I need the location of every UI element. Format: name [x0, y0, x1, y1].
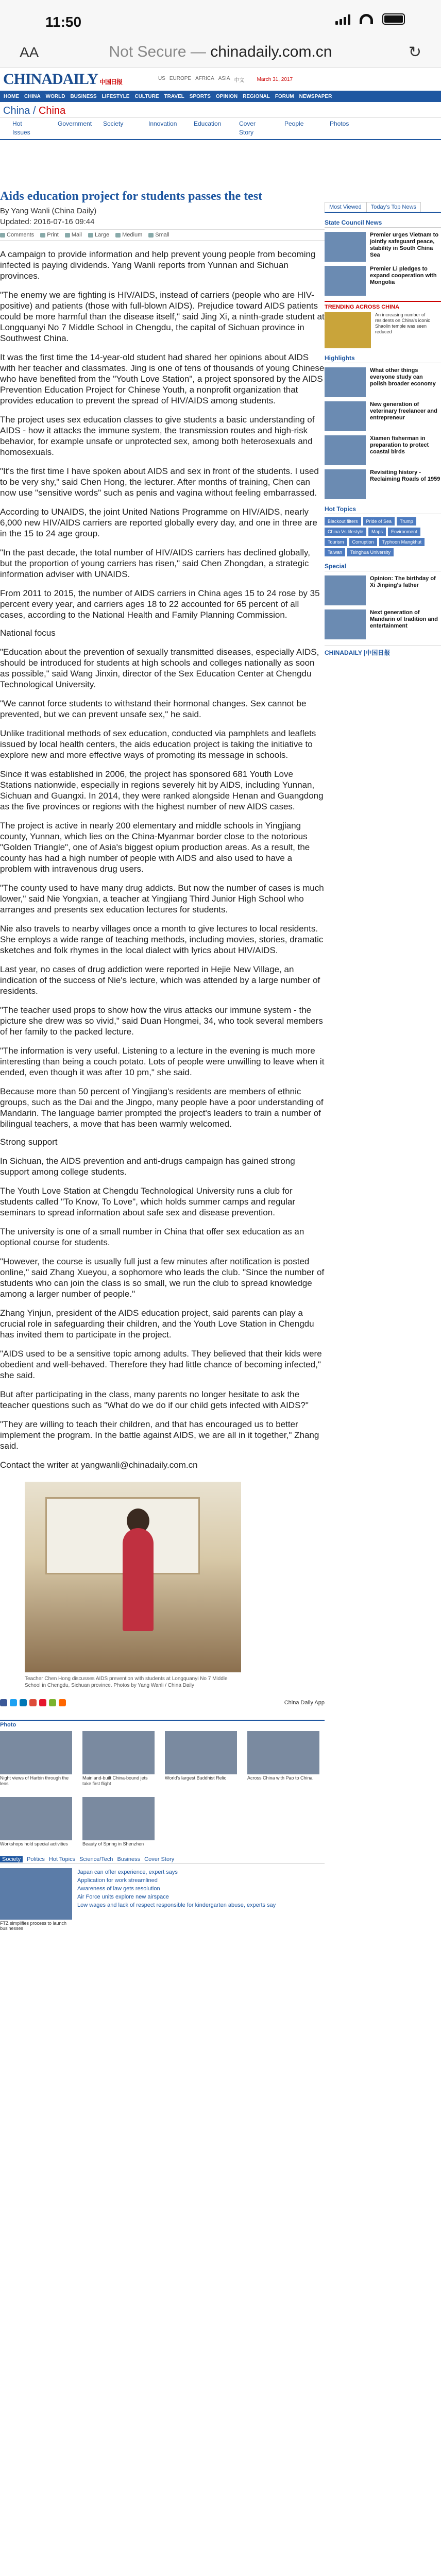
bottom-news-item[interactable]: Low wages and lack of respect responsible for kindergarten abuse, experts say	[77, 1902, 276, 1908]
photo-section	[0, 1720, 325, 1847]
photo-tile[interactable]	[0, 1797, 72, 1847]
article-photo	[25, 1482, 241, 1672]
article-tool-label: Medium	[122, 232, 143, 238]
highlight-item[interactable]	[325, 469, 441, 499]
article-paragraph: "They are willing to teach their children, and that has encouraged us to better implement the program. In the battle against AIDS, we are all in it together," Zhang said.	[0, 1419, 319, 1451]
highlight-item-photo[interactable]	[325, 367, 366, 397]
hot-topic-tag[interactable]: China Vs lifestyle	[325, 528, 366, 536]
nav-item-forum[interactable]: FORUM	[275, 93, 294, 99]
comments-icon	[0, 233, 5, 238]
print-icon	[40, 233, 45, 238]
article-paragraph: The project is active in nearly 200 elementary and middle schools in Yingjiang county, Yunnan, which lies on the China-Myanmar border close to the notorious "Golden Triangle", one of Asia's biggest opium production areas. As a result, the county has had a high number of people with AIDS and also used to have a problem with intravenous drug users.	[0, 821, 310, 874]
nav-item-home[interactable]: HOME	[4, 93, 19, 99]
mail-icon	[65, 233, 70, 238]
not-secure-label: Not Secure	[109, 43, 186, 60]
article-paragraph: But after participating in the class, many parents no longer hesitate to ask the teacher questions such as "What do we do if our child gets infected with AIDS?"	[0, 1389, 309, 1410]
wechat-icon[interactable]	[49, 1699, 56, 1706]
article-paragraph: "It's the first time I have spoken about AIDS and sex in front of the students. I used to be very shy," said Chen Hong, the lecturer. After months of training, Chen can now use "sensitive words" such as penis and vagina without feeling embarrassed.	[0, 466, 319, 498]
article-paragraph: Unlike traditional methods of sex education, conducted via pamphlets and leaflets issued by local health centers, the aids education project is taking the initiative to explore new and more effective ways of promoting its message in schools.	[0, 728, 316, 760]
photo-tile[interactable]	[165, 1731, 237, 1787]
chinadaily-tv-label[interactable]: CHINADAILY |中国日报	[325, 646, 441, 657]
site-logo[interactable]: CHINADAILY 中国日报	[3, 71, 122, 88]
status-icons	[335, 13, 405, 25]
sidebar-tab[interactable]: Today's Top News	[366, 202, 421, 212]
article-paragraph: Contact the writer at yangwanli@chinadaily.com.cn	[0, 1460, 198, 1470]
site-date: March 31, 2017	[257, 76, 293, 82]
subnav-item[interactable]: People	[284, 120, 304, 127]
photo-tile-image[interactable]	[165, 1731, 237, 1774]
article-byline: By Yang Wanli (China Daily)	[0, 207, 97, 215]
article-body	[0, 249, 325, 1470]
state-council-item[interactable]	[325, 266, 441, 296]
state-council-item-photo[interactable]	[325, 232, 366, 262]
reload-icon[interactable]: ↻	[408, 44, 421, 61]
article-paragraph: "The enemy we are fighting is HIV/AIDS, instead of carriers (people who are HIV-positive) and patients (those with full-blown AIDS). Prejudice toward AIDS patients could be more harmful than the disease itself," said Jing Xi, a ninth-grade student at Longquanyi No 7 Middle School in Chengdu, the capital of Sichuan province in Southwest China.	[0, 290, 325, 343]
article-paragraph: "The information is very useful. Listening to a lecture in the evening is much more interesting than being a couch potato. Lots of people were unwilling to leave when it ended, even though it was after 10 pm," she said.	[0, 1046, 325, 1077]
article-tool-comments[interactable]	[0, 232, 34, 238]
highlight-item[interactable]	[325, 401, 441, 431]
main-column	[0, 185, 325, 1931]
article-paragraph: The Youth Love Station at Chengdu Technological University runs a club for students called "To Know, To Love", which holds summer camps and regular seminars to spread information about safe sex and disease prevention.	[0, 1186, 296, 1217]
article-paragraph: A campaign to provide information and help prevent young people from becoming infected is paying dividends. Yang Wanli reports from Yunnan and Sichuan provinces.	[0, 249, 316, 281]
article-paragraph: It was the first time the 14-year-old student had shared her opinions about AIDS with her teacher and classmates. Jing is one of tens of thousands of young Chinese who have benefited from the "Youth Love Station", a project sponsored by the AIDS Prevention Education Project for Chinese Youth, a nonprofit organization that provides education to prevent the spread of HIV/AIDS among students.	[0, 352, 325, 405]
photo-section-label: Photo	[0, 1722, 16, 1728]
linkedin-icon[interactable]	[20, 1699, 27, 1706]
breadcrumb: China / China	[0, 102, 441, 117]
article-paragraph: Last year, no cases of drug addiction were reported in Hejie New Village, an indication of the success of Nie's lecture, which was attended by a large number of residents.	[0, 964, 320, 996]
article-paragraph: The project uses sex education classes to give students a basic understanding of AIDS - how it attacks the immune system, the transmission routes and high-risk behavior, for example unsafe or unprotected sex, among both heterosexuals and homosexuals.	[0, 415, 315, 457]
article-paragraph: "The teacher used props to show how the virus attacks our immune system - the picture she drew was so vivid," said Duan Hongmei, 34, who took several members of her family to the packed lecture.	[0, 1005, 323, 1037]
trending-photo[interactable]	[325, 312, 371, 348]
hot-topic-tag[interactable]: Blackout filters	[325, 517, 361, 526]
article-paragraph: Because more than 50 percent of Yingjiang's residents are members of ethnic groups, such as the Dai and the Jingpo, many people have a poor understanding of Mandarin. The language barrier prompted the project's leaders to train a number of bilingual teachers, a move that has been warmly welcomed.	[0, 1087, 324, 1129]
nav-item-newspaper[interactable]: NEWSPAPER	[299, 93, 332, 99]
trending-box	[325, 301, 441, 348]
nav-item-regional[interactable]: REGIONAL	[243, 93, 270, 99]
bottom-tab[interactable]: Cover Story	[144, 1856, 175, 1862]
photo-tile[interactable]	[82, 1797, 155, 1847]
nav-item-sports[interactable]: SPORTS	[189, 93, 211, 99]
state-council-item-title[interactable]: Premier urges Vietnam to jointly safeguard peace, stability in South China Sea	[370, 232, 439, 258]
article-tools	[0, 229, 325, 241]
bottom-news-photo[interactable]	[0, 1868, 72, 1920]
highlight-item-title[interactable]: New generation of veterinary freelancer and entrepreneur	[370, 401, 437, 421]
photo-tile-image[interactable]	[82, 1731, 155, 1774]
special-item-title[interactable]: Opinion: The birthday of Xi Jinping's father	[370, 575, 436, 588]
highlight-item-title[interactable]: What other things everyone study can polish broader economy	[370, 367, 436, 387]
article-paragraph: "AIDS used to be a sensitive topic among adults. They believed that their kids were obedient and well-behaved. Therefore they had little chance of becoming infected," she said.	[0, 1349, 322, 1380]
nav-item-culture[interactable]: CULTURE	[134, 93, 159, 99]
hot-topic-tag[interactable]: Maps	[368, 528, 386, 536]
url-display[interactable]: Not Secure — chinadaily.com.cn	[109, 43, 332, 60]
article-paragraph: "We cannot force students to withstand their hormonal changes. Sex cannot be prevented, but we can prevent unsafe sex," he said.	[0, 699, 307, 719]
article-tool-label: Print	[47, 232, 59, 238]
status-time: 11:50	[45, 14, 82, 30]
bottom-news	[0, 1868, 325, 1931]
bottom-tab[interactable]: Politics	[27, 1856, 45, 1862]
bottom-news-caption[interactable]: FTZ simplifies process to launch businesses	[0, 1921, 67, 1931]
article-paragraph: According to UNAIDS, the joint United Nations Programme on HIV/AIDS, nearly 6,000 new HIV/AIDS carriers are reported globally every day, and one in three are in the 15 to 24 age group.	[0, 507, 317, 538]
photo-tile-caption[interactable]: Workshops hold special activities	[0, 1841, 68, 1846]
article-paragraph: From 2011 to 2015, the number of AIDS carriers in China ages 15 to 24 rose by 35 percent every year, and carriers ages 18 to 22 accounted for 65 percent of all cases, according to the National Health and Family Planning Commission.	[0, 588, 320, 620]
highlight-item-photo[interactable]	[325, 401, 366, 431]
highlight-item-title[interactable]: Revisiting history - Reclaiming Roads of 1959	[370, 469, 440, 482]
special-item-photo[interactable]	[325, 575, 366, 605]
photo-tile[interactable]	[0, 1731, 72, 1787]
article-paragraph: "Education about the prevention of sexually transmitted diseases, especially AIDS, should be introduced for students at high schools and colleges nationally as soon as possible," said Wang Jinxin, director of the Sex Education Center at Chengdu Technological University.	[0, 647, 319, 689]
site-header	[0, 68, 441, 140]
section-heading: Strong support	[0, 1137, 58, 1147]
article-paragraph: Since it was established in 2006, the project has sponsored 681 Youth Love Stations nationwide, especially in regions severely hit by AIDS, including Yunnan, Sichuan and Guangxi. In 2014, they were ranked alongside Henan and Guangdong as the five provinces or regions with the highest number of new AIDS cases.	[0, 769, 324, 811]
bottom-news-item[interactable]: Application for work streamlined	[77, 1877, 158, 1884]
bottom-tab[interactable]: Science/Tech	[79, 1856, 113, 1862]
sidebar-header: State Council News	[325, 218, 441, 228]
state-council-item-title[interactable]: Premier Li pledges to expand cooperation with Mongolia	[370, 266, 437, 285]
edition-link[interactable]: US	[158, 75, 165, 81]
cellular-signal-icon	[335, 13, 350, 25]
subnav-item[interactable]: Innovation	[148, 120, 177, 127]
nav-item-opinion[interactable]: OPINION	[215, 93, 238, 99]
photo-tile[interactable]	[82, 1731, 155, 1787]
domain-label: chinadaily.com.cn	[210, 43, 332, 60]
article-tool-mail[interactable]	[65, 232, 82, 238]
edition-link[interactable]: EUROPE	[169, 75, 192, 81]
article-paragraph: "The county used to have many drug addicts. But now the number of cases is much lower," said Nie Yongxian, a teacher at Yingjiang Third Junior High School who arranges and presents sex education lectures for students.	[0, 883, 324, 914]
nav-item-world[interactable]: WORLD	[45, 93, 65, 99]
subnav-item[interactable]: Photos	[330, 120, 349, 127]
article-paragraph: "In the past decade, the total number of HIV/AIDS carriers has declined globally, but the proportion of young carriers has risen," said Chen Zhongdan, a strategic information adviser with UNAIDS.	[0, 548, 310, 579]
main-nav	[0, 91, 441, 102]
weibo-icon[interactable]	[39, 1699, 46, 1706]
hot-topic-tag[interactable]: Tourism	[325, 538, 347, 546]
large-icon	[88, 233, 93, 238]
special-item[interactable]	[325, 609, 441, 639]
subnav-item[interactable]: Society	[103, 120, 124, 127]
highlight-item[interactable]	[325, 435, 441, 465]
breadcrumb-current[interactable]: China	[38, 105, 66, 116]
wifi-icon	[360, 14, 373, 24]
section-heading: National focus	[0, 628, 56, 638]
hot-topic-tag[interactable]: Typhoon Mangkhut	[379, 538, 425, 546]
share-more-icon[interactable]	[59, 1699, 66, 1706]
article-tool-small[interactable]	[148, 232, 169, 238]
photo-tile-image[interactable]	[82, 1797, 155, 1840]
reader-aa-button[interactable]: AA	[20, 44, 39, 60]
article-tool-label: Mail	[71, 232, 82, 238]
highlight-item-title[interactable]: Xiamen fisherman in preparation to protect coastal birds	[370, 435, 429, 455]
photo-tile-caption[interactable]: Mainland-built China-bound jets take first flight	[82, 1775, 148, 1786]
battery-icon	[382, 13, 405, 25]
nav-item-travel[interactable]: TRAVEL	[164, 93, 184, 99]
article-tool-label: Small	[155, 232, 169, 238]
bottom-tab[interactable]: Hot Topics	[48, 1856, 76, 1862]
hot-topic-tag[interactable]: Taiwan	[325, 548, 345, 556]
bottom-news-item[interactable]: Awareness of law gets resolution	[77, 1886, 160, 1892]
hot-topic-tag[interactable]: Pride of Sea	[363, 517, 395, 526]
photo-tile-caption[interactable]: World's largest Buddhist Relic	[165, 1775, 227, 1781]
subnav-item[interactable]: Cover Story	[239, 120, 256, 136]
hot-topics-header: Hot Topics	[325, 504, 441, 514]
hot-topic-tag[interactable]: Trump	[397, 517, 416, 526]
safari-address-bar[interactable]	[0, 36, 441, 68]
article-tool-large[interactable]	[88, 232, 109, 238]
article-tool-label: Large	[94, 232, 110, 238]
trending-label: TRENDING ACROSS CHINA	[325, 304, 400, 310]
highlights-header: Highlights	[325, 353, 441, 363]
bottom-tab[interactable]: Business	[117, 1856, 141, 1862]
special-header: Special	[325, 562, 441, 571]
article-paragraph: In Sichuan, the AIDS prevention and anti-drugs campaign has gained strong support among college students.	[0, 1156, 295, 1177]
bottom-tab[interactable]: Society	[0, 1856, 23, 1862]
article-updated: Updated: 2016-07-16 09:44	[0, 217, 95, 226]
sidebar	[325, 202, 441, 657]
bottom-news-item[interactable]: Air Force units explore new airspace	[77, 1894, 169, 1900]
article-paragraph: "However, the course is usually full just a few minutes after notification is posted online," said Zhang Xueyou, a sophomore who leads the club. "Since the number of students who can join the class is so small, we run the club to spread knowledge among a larger number of people."	[0, 1257, 325, 1299]
article-title: Aids education project for students passes the test	[0, 190, 263, 203]
special-item[interactable]	[325, 575, 441, 605]
state-council-item[interactable]	[325, 232, 441, 262]
facebook-icon[interactable]	[0, 1699, 7, 1706]
subnav-item[interactable]: Education	[194, 120, 222, 127]
trending-text[interactable]: An increasing number of residents on China's iconic Shaolin temple was seen reduced	[375, 312, 430, 334]
twitter-icon[interactable]	[10, 1699, 17, 1706]
photo-caption: Teacher Chen Hong discusses AIDS prevention with students at Longquanyi No 7 Middle School in Chengdu, Sichuan province. Photos by Yang Wanli / China Daily	[25, 1676, 228, 1688]
photo-tile-caption[interactable]: Night views of Harbin through the lens	[0, 1775, 69, 1786]
article-tool-label: Comments	[7, 232, 35, 238]
hot-topic-tag[interactable]: Tsinghua University	[347, 548, 394, 556]
china-daily-app-link[interactable]: China Daily App	[284, 1700, 325, 1706]
edition-link[interactable]: AFRICA	[195, 75, 214, 81]
article-tool-print[interactable]	[40, 232, 59, 238]
hot-topic-tag[interactable]: Corruption	[349, 538, 377, 546]
nav-item-business[interactable]: BUSINESS	[70, 93, 97, 99]
highlight-item[interactable]	[325, 367, 441, 397]
article-paragraph: Zhang Yinjun, president of the AIDS education project, said parents can play a crucial role in safeguarding their children, and the Youth Love Station in Chengdu has invited them to participate in the project.	[0, 1308, 314, 1340]
subnav-item[interactable]: Hot Issues	[12, 120, 30, 136]
sidebar-tabs	[325, 202, 441, 213]
google-plus-icon[interactable]	[29, 1699, 37, 1706]
special-item-photo[interactable]	[325, 609, 366, 639]
nav-item-china[interactable]: CHINA	[24, 93, 41, 99]
highlight-item-photo[interactable]	[325, 469, 366, 499]
nav-item-lifestyle[interactable]: LIFESTYLE	[101, 93, 130, 99]
edition-links	[158, 76, 245, 83]
photo-tile-image[interactable]	[247, 1731, 319, 1774]
edition-link[interactable]: ASIA	[218, 75, 230, 81]
photo-tile-image[interactable]	[0, 1797, 72, 1840]
photo-tile-caption[interactable]: Beauty of Spring in Shenzhen	[82, 1841, 144, 1846]
share-bar	[0, 1699, 325, 1706]
photo-tile-image[interactable]	[0, 1731, 72, 1774]
highlight-item-photo[interactable]	[325, 435, 366, 465]
medium-icon	[115, 233, 121, 238]
edition-link[interactable]: 中文	[234, 77, 245, 83]
article-paragraph: Nie also travels to nearby villages once a month to give lectures to local residents. She employs a wide range of teaching methods, including movies, stories, dramatic sketches and folk rhymes in the local dialect with lyrics about HIV/AIDS.	[0, 924, 324, 955]
article-paragraph: The university is one of a small number in China that offer sex education as an optional course for students.	[0, 1227, 304, 1247]
subnav-item[interactable]: Government	[58, 120, 92, 127]
article-tool-medium[interactable]	[115, 232, 142, 238]
photo-tile[interactable]	[247, 1731, 319, 1787]
sidebar-tab[interactable]: Most Viewed	[325, 202, 366, 212]
hot-topic-tag[interactable]: Environment	[388, 528, 420, 536]
photo-tile-caption[interactable]: Across China with Pao to China	[247, 1775, 313, 1781]
state-council-item-photo[interactable]	[325, 266, 366, 296]
bottom-section-tabs	[0, 1856, 325, 1864]
ios-status-bar	[0, 0, 441, 36]
small-icon	[148, 233, 154, 238]
breadcrumb-home[interactable]: China	[3, 105, 30, 116]
section-subnav	[0, 117, 441, 140]
bottom-news-item[interactable]: Japan can offer experience, expert says	[77, 1869, 178, 1875]
special-item-title[interactable]: Next generation of Mandarin of tradition and entertainment	[370, 609, 438, 629]
